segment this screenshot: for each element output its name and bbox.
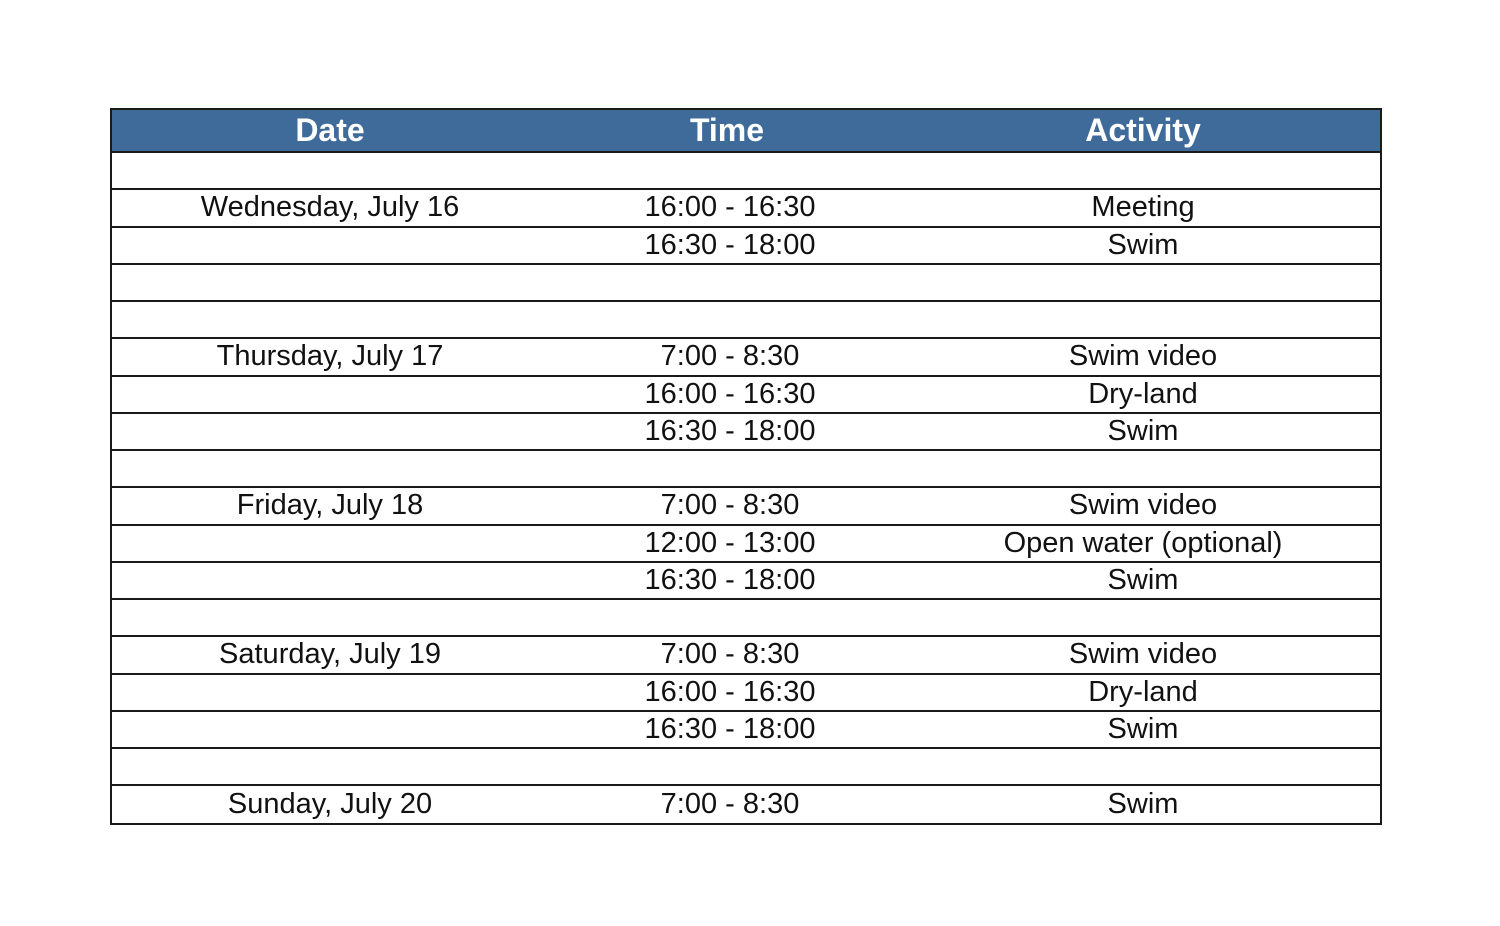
activity-cell: Swim — [906, 711, 1380, 748]
time-cell: 16:00 - 16:30 — [548, 376, 906, 413]
date-cell — [112, 562, 548, 599]
time-cell — [548, 301, 906, 338]
date-cell: Thursday, July 17 — [112, 338, 548, 375]
activity-cell: Meeting — [906, 189, 1380, 226]
table-row — [112, 413, 1380, 450]
date-cell: Sunday, July 20 — [227, 787, 433, 820]
time-cell: 16:30 - 18:00 — [548, 413, 906, 450]
table-row — [112, 599, 1380, 636]
activity-cell: Swim — [906, 413, 1380, 450]
time-cell: 16:00 - 16:30 — [548, 189, 906, 226]
time-cell: 16:30 - 18:00 — [548, 711, 906, 748]
activity-cell — [906, 748, 1380, 785]
table-row — [112, 525, 1380, 562]
date-cell — [112, 376, 548, 413]
table-row — [112, 264, 1380, 301]
date-cell — [112, 227, 548, 264]
time-cell — [548, 152, 906, 189]
time-cell: 16:30 - 18:00 — [548, 227, 906, 264]
activity-cell: Swim video — [906, 487, 1380, 524]
table-row — [112, 711, 1380, 748]
schedule-sheet — [110, 108, 1382, 825]
date-cell — [112, 450, 548, 487]
date-cell — [112, 525, 548, 562]
date-cell — [112, 301, 548, 338]
time-cell: 7:00 - 8:30 — [660, 787, 800, 820]
activity-cell: Open water (optional) — [906, 525, 1380, 562]
table-row — [112, 301, 1380, 338]
time-cell: 16:30 - 18:00 — [548, 562, 906, 599]
activity-cell: Dry-land — [906, 674, 1380, 711]
table-row — [112, 227, 1380, 264]
table-row — [112, 785, 1380, 822]
header-row — [112, 110, 1380, 152]
date-cell — [112, 599, 548, 636]
time-cell: 12:00 - 13:00 — [548, 525, 906, 562]
time-cell — [548, 264, 906, 301]
activity-cell — [906, 301, 1380, 338]
schedule-body — [112, 152, 1380, 823]
table-row — [112, 152, 1380, 189]
time-cell: 7:00 - 8:30 — [548, 338, 906, 375]
activity-cell: Swim — [906, 562, 1380, 599]
activity-cell — [906, 450, 1380, 487]
table-row — [112, 189, 1380, 226]
activity-cell: Swim video — [906, 636, 1380, 673]
table-row — [112, 748, 1380, 785]
activity-column-header: Activity — [906, 110, 1380, 152]
table-row — [112, 450, 1380, 487]
table-row — [112, 487, 1380, 524]
activity-cell: Swim video — [906, 338, 1380, 375]
date-cell: Saturday, July 19 — [112, 636, 548, 673]
date-cell — [112, 748, 548, 785]
date-cell — [112, 152, 548, 189]
activity-cell — [906, 264, 1380, 301]
table-row — [112, 674, 1380, 711]
time-cell: 7:00 - 8:30 — [548, 487, 906, 524]
date-cell — [112, 674, 548, 711]
table-row — [112, 338, 1380, 375]
table-row — [112, 376, 1380, 413]
time-cell: 7:00 - 8:30 — [548, 636, 906, 673]
activity-cell: Swim — [1107, 787, 1179, 820]
date-cell: Friday, July 18 — [112, 487, 548, 524]
activity-cell: Swim — [906, 227, 1380, 264]
time-cell — [548, 748, 906, 785]
table-row — [112, 636, 1380, 673]
activity-cell — [906, 152, 1380, 189]
time-cell — [548, 450, 906, 487]
time-cell: 16:00 - 16:30 — [548, 674, 906, 711]
date-cell — [112, 413, 548, 450]
date-cell — [112, 711, 548, 748]
activity-cell — [906, 599, 1380, 636]
time-cell — [548, 599, 906, 636]
schedule-table — [112, 110, 1380, 823]
date-cell: Wednesday, July 16 — [112, 189, 548, 226]
date-cell — [112, 264, 548, 301]
activity-cell: Dry-land — [906, 376, 1380, 413]
date-column-header: Date — [112, 110, 548, 152]
table-row — [112, 562, 1380, 599]
time-column-header: Time — [548, 110, 906, 152]
